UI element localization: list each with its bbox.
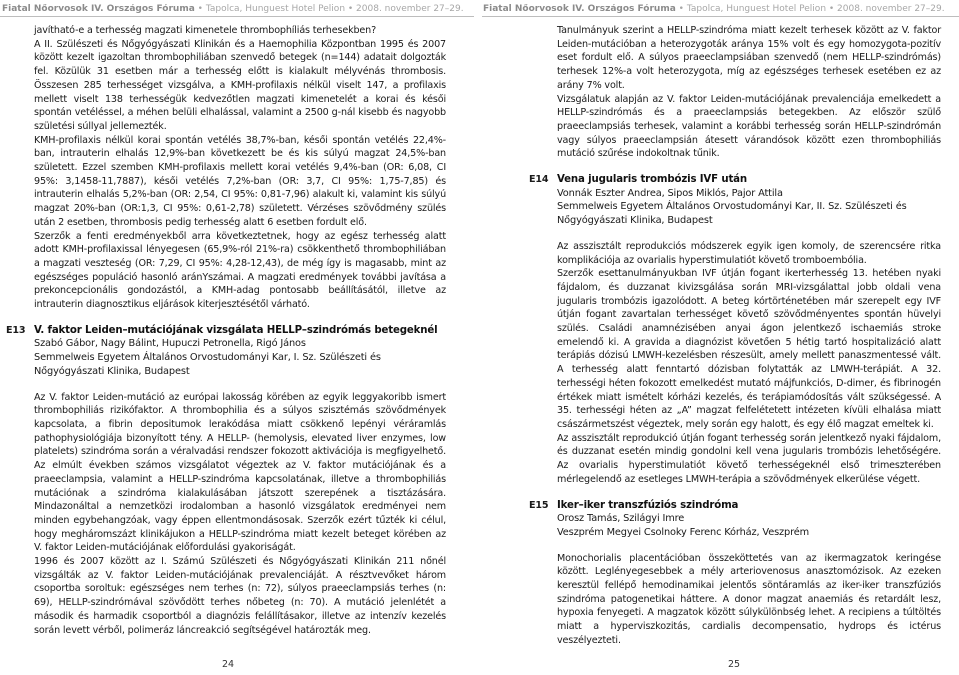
- abstract-title: Vena jugularis trombózis IVF után: [557, 174, 748, 186]
- paragraph: javítható-e a terhesség magzati kimenetele thrombophíliás terhesekben?: [34, 25, 377, 36]
- abstract-authors: Vonnák Eszter Andrea, Sipos Miklós, Pajor Attila: [557, 187, 783, 199]
- paragraph: Szerzők esettanulmányukban IVF útján fogant ikerterhesség 13. hetében nyaki fájdalom, és duzzanat kivizsgálása során MRI-vizsgálattal jobb oldali vena jugularis trombózis igazolódott. A beteg kórtörténetében már szerepelt egy IVF útján fogant zavartalan terhességet követő szövődményentes spontán hüvelyi szülés. Családi anamnézisében anyai ágon jelentkező ischaemiás stroke emelendő ki. A gravida a diagnózist követően 5 hétig tartó hospitalizáció alatt terápiás dózisú LMWH-kezelésben részesült, amely mellett panaszmentessé vált. A terhesség alatt fenntartó dózisban folytatták az LMWH-terápiát. A 32. terhességi héten fokozott emelkedést mutató májfunkciós, D-dimer, és fibrinogén értékek miatt ismételt kórházi kezelés, és terápiamódosítás vált szükségessé. A 35. terhességi héten az „A” magzat felfelétetett intézeten kívüli elhalása miatt császármetszést végeztek, mely során egy halott, és egy élő magzat emeltek ki.: [557, 268, 941, 430]
- abstract-authors: Orosz Tamás, Szilágyi Imre: [557, 513, 685, 525]
- paragraph: KMH-profilaxis nélkül korai spontán vetélés 38,7%-ban, késői spontán vetélés 22,4%-ban, intrauterin elhalás 12,9%-ban következett be és kis súlyú magzat 24,5%-ban született. Ezzel szemben KMH-profilaxis mellett korai vetélés 9,4%-ban (OR: 6,08, CI 95%: 3,1458-11,7887), késői vetélés 7,2%-ban (OR: 3,7, CI 95%: 1,75-7,85) és intrauterin elhalás 5,2%-ban (OR: 2,54, CI 95%: 0,81-7,96) alakult ki, valamint kis súlyú magzat 20%-ban (OR:1,3, CI 95%: 0,61-2,78) született. Vérzéses szövődmény szülés után 2 esetben, thrombosis pedig terhesség alatt 6 esetben fordult elő.: [34, 134, 446, 228]
- abstract-e14: [529, 173, 941, 486]
- paragraph: Monochorialis placentációban összeköttetés van az ikermagzatok keringése között. Leglényegesebbek a mély arteriovenosus anasztomózisok. Az ezeken keresztül fellépő hemodinamikai jelentős söntáramlás az iker-iker transzfúziós szindróma patogenetikai háttere. A donor magzat anaemiás és retardált lesz, hypoxia fenyegeti. A magzatok között súlykülönbség lehet. A recipiens a túltöltés miatt a hyperviszkozitás, cardialis decompensatio, hydrops és ictérus veszélyezteti.: [557, 552, 941, 646]
- paragraph: Az V. faktor Leiden-mutáció az európai lakosság körében az egyik leggyakoribb ismert thrombophiliás rizikófaktor. A thrombophilia és a súlyos szisztémás szövődmények kapcsolata, a fibrin depositumok lerakódása miatt csökkenő lepényi véráramlás pathophysiológiája bizonyított tény. A HELLP- (hemolysis, elevated liver enzymes, low platelets) szindróma során a véralvadási rendszer fokozott aktivációja is megfigyelhető. Az elmúlt években számos vizsgálatot végeztek az V. faktor mutációjának és a praeeclampsia, valamint a HELLP-szindróma kapcsolatának, illetve a thrombophiliás mutációnak a szindróma kialakulásában játszott szerepének a tisztázására. Mindazonáltal a nemzetközi irodalomban a hasonló vizsgálatok eredményei nem minden egybehangzóak, vagy éppen ellentmondásosak. Szerzők ezért tűzték ki célul, hogy megháromszázt klinikájukon a HELLP-szindróma miatt kezelt beteget körében az V. faktor Leiden-mutációjának előfordulási gyakoriságát.: [34, 391, 446, 554]
- paragraph: Az asszisztált reprodukciós módszerek egyik igen komoly, de szerencsére ritka komplikációja az ovarialis hyperstimulatiót követő tromboembólia.: [557, 240, 941, 266]
- abstract-code: E14: [529, 174, 549, 186]
- header-right-title: Fiatal Nőorvosok IV. Országos Fóruma: [483, 4, 676, 14]
- paragraph: A II. Szülészeti és Nőgyógyászati Klinikán és a Haemophilia Központban 1995 és 2007 között kezelt igazoltan thrombophiliában szenvedő betegek (n=144) adatait dolgozták fel. Közülük 31 esetben már a terhesség előtt is kialakult mélyvénás thrombosis. Összesen 285 terhességet vizsgálva, a KMH-profilaxis nélkül viselt 147, a profilaxis mellett viselt 138 terhességük kedvezőtlen magzati kimenetelét a korai és késői spontán vetéléssel, a méhen belüli elhalással, valamint a 2500 g-nál kisebb és nagyobb születési súllyal jellemezték.: [34, 38, 446, 132]
- page-number-left: 24: [222, 659, 235, 670]
- abstract-affiliation: Semmelweis Egyetem Általános Orvostudományi Kar, II. Sz. Szülészeti és Nőgyógyászati Klinika, Budapest: [557, 201, 907, 227]
- abstract-title: Iker–iker transzfúziós szindróma: [557, 499, 739, 511]
- paragraph: Tanulmányuk szerint a HELLP-szindróma miatt kezelt terhesek között az V. faktor Leiden-mutációban a heterozygoták aránya 15% volt és egy homozygota-pozitív eset fordult elő. A súlyos praeeclampsiában szenvedő (nem HELLP-szindrómás) terhesek 12%-a volt heterozygota, míg az egészséges terhesek esetében ez az arány 7% volt.: [557, 25, 941, 91]
- header-left-details: • Tapolca, Hunguest Hotel Pelion • 2008. november 27–29.: [194, 4, 464, 14]
- abstract-code: E13: [6, 324, 26, 336]
- header-right-details: • Tapolca, Hunguest Hotel Pelion • 2008. november 27–29.: [675, 4, 945, 14]
- header-left-title: Fiatal Nőorvosok IV. Országos Fóruma: [2, 4, 195, 14]
- abstract-authors: Szabó Gábor, Nagy Bálint, Hupuczi Petronella, Rigó János: [34, 338, 306, 350]
- paragraph: Az asszisztált reprodukció útján fogant terhesség során jelentkező nyaki fájdalom, és duzzanat esetén mindig gondolni kell vena jugularis trombózis lehetőségére. Az ovarialis hyperstimulatiót követő terhességeknél első trimeszterében mérlegelendő az esetleges LMWH-terápia a szövődmények elkerülése végett.: [557, 432, 941, 485]
- paragraph: Szerzők a fenti eredményekből arra következtetnek, hogy az egész terhesség alatt adott KMH-profilaxissal lényegesen (65,9%-ról 21%-ra) csökkenthető thrombophiliában a magzati veszteség (OR: 7,29, CI 95%: 4,28-12,43), de még így is magasabb, mint az egészséges populáció hasonló aránYszámai. A magzati eredmények további javítása a prekoncepcionális gondozástól, a KMH-adag pontosabb beállításától, illetve az intrauterin diagnosztikus eljárások kiterjesztésétől várható.: [34, 230, 446, 311]
- abstract-e13: [6, 324, 446, 637]
- abstract-e15: [529, 499, 941, 648]
- abstract-code: E15: [529, 499, 549, 511]
- header-rule-left: [0, 16, 474, 17]
- abstract-title: V. faktor Leiden–mutációjának vizsgálata HELLP–szindrómás betegeknél: [34, 324, 438, 336]
- left-column: [6, 24, 446, 637]
- paragraph: 1996 és 2007 között az I. Számú Szülészeti és Nőgyógyászati Klinikán 211 nőnél vizsgálták az V. faktor Leiden-mutációjának prevalenciáját. A résztvevőket három csoportba soroltuk: egészséges nem terhes (n: 72), súlyos praeeclampsiás terhes (n: 69), HELLP-szindrómával szövődött terhes nőbeteg (n: 70). A mutáció jelenlétét a második és harmadik csoportból a diagnózis felállításakor, illetve az intenzív kezelés során levett vérből, polimeráz láncreakció segítségével határozták meg.: [34, 556, 446, 636]
- abstract-affiliation: Semmelweis Egyetem Általános Orvostudományi Kar, I. Sz. Szülészeti és Nőgyógyászati Klinika, Budapest: [34, 352, 381, 377]
- abstract-affiliation: Veszprém Megyei Csolnoky Ferenc Kórház, Veszprém: [557, 526, 810, 538]
- right-column: [529, 24, 941, 648]
- running-header-left: [2, 4, 472, 14]
- page-number-right: 25: [728, 659, 741, 670]
- running-header-right: [483, 4, 957, 14]
- header-rule-right: [482, 16, 959, 17]
- paragraph: Vizsgálatuk alapján az V. faktor Leiden-mutációjának prevalenciája emelkedett a HELLP-szindrómás és a praeeclampsiás betegekben. Az először szülő praeeclampsiás terhesek, valamint a korábbi terhesség során HELLP-szindrómán vagy súlyos praeeclampsián átesett várandósok között ezen thrombophiliás mutáció szűrése indokoltnak tűnik.: [557, 93, 941, 160]
